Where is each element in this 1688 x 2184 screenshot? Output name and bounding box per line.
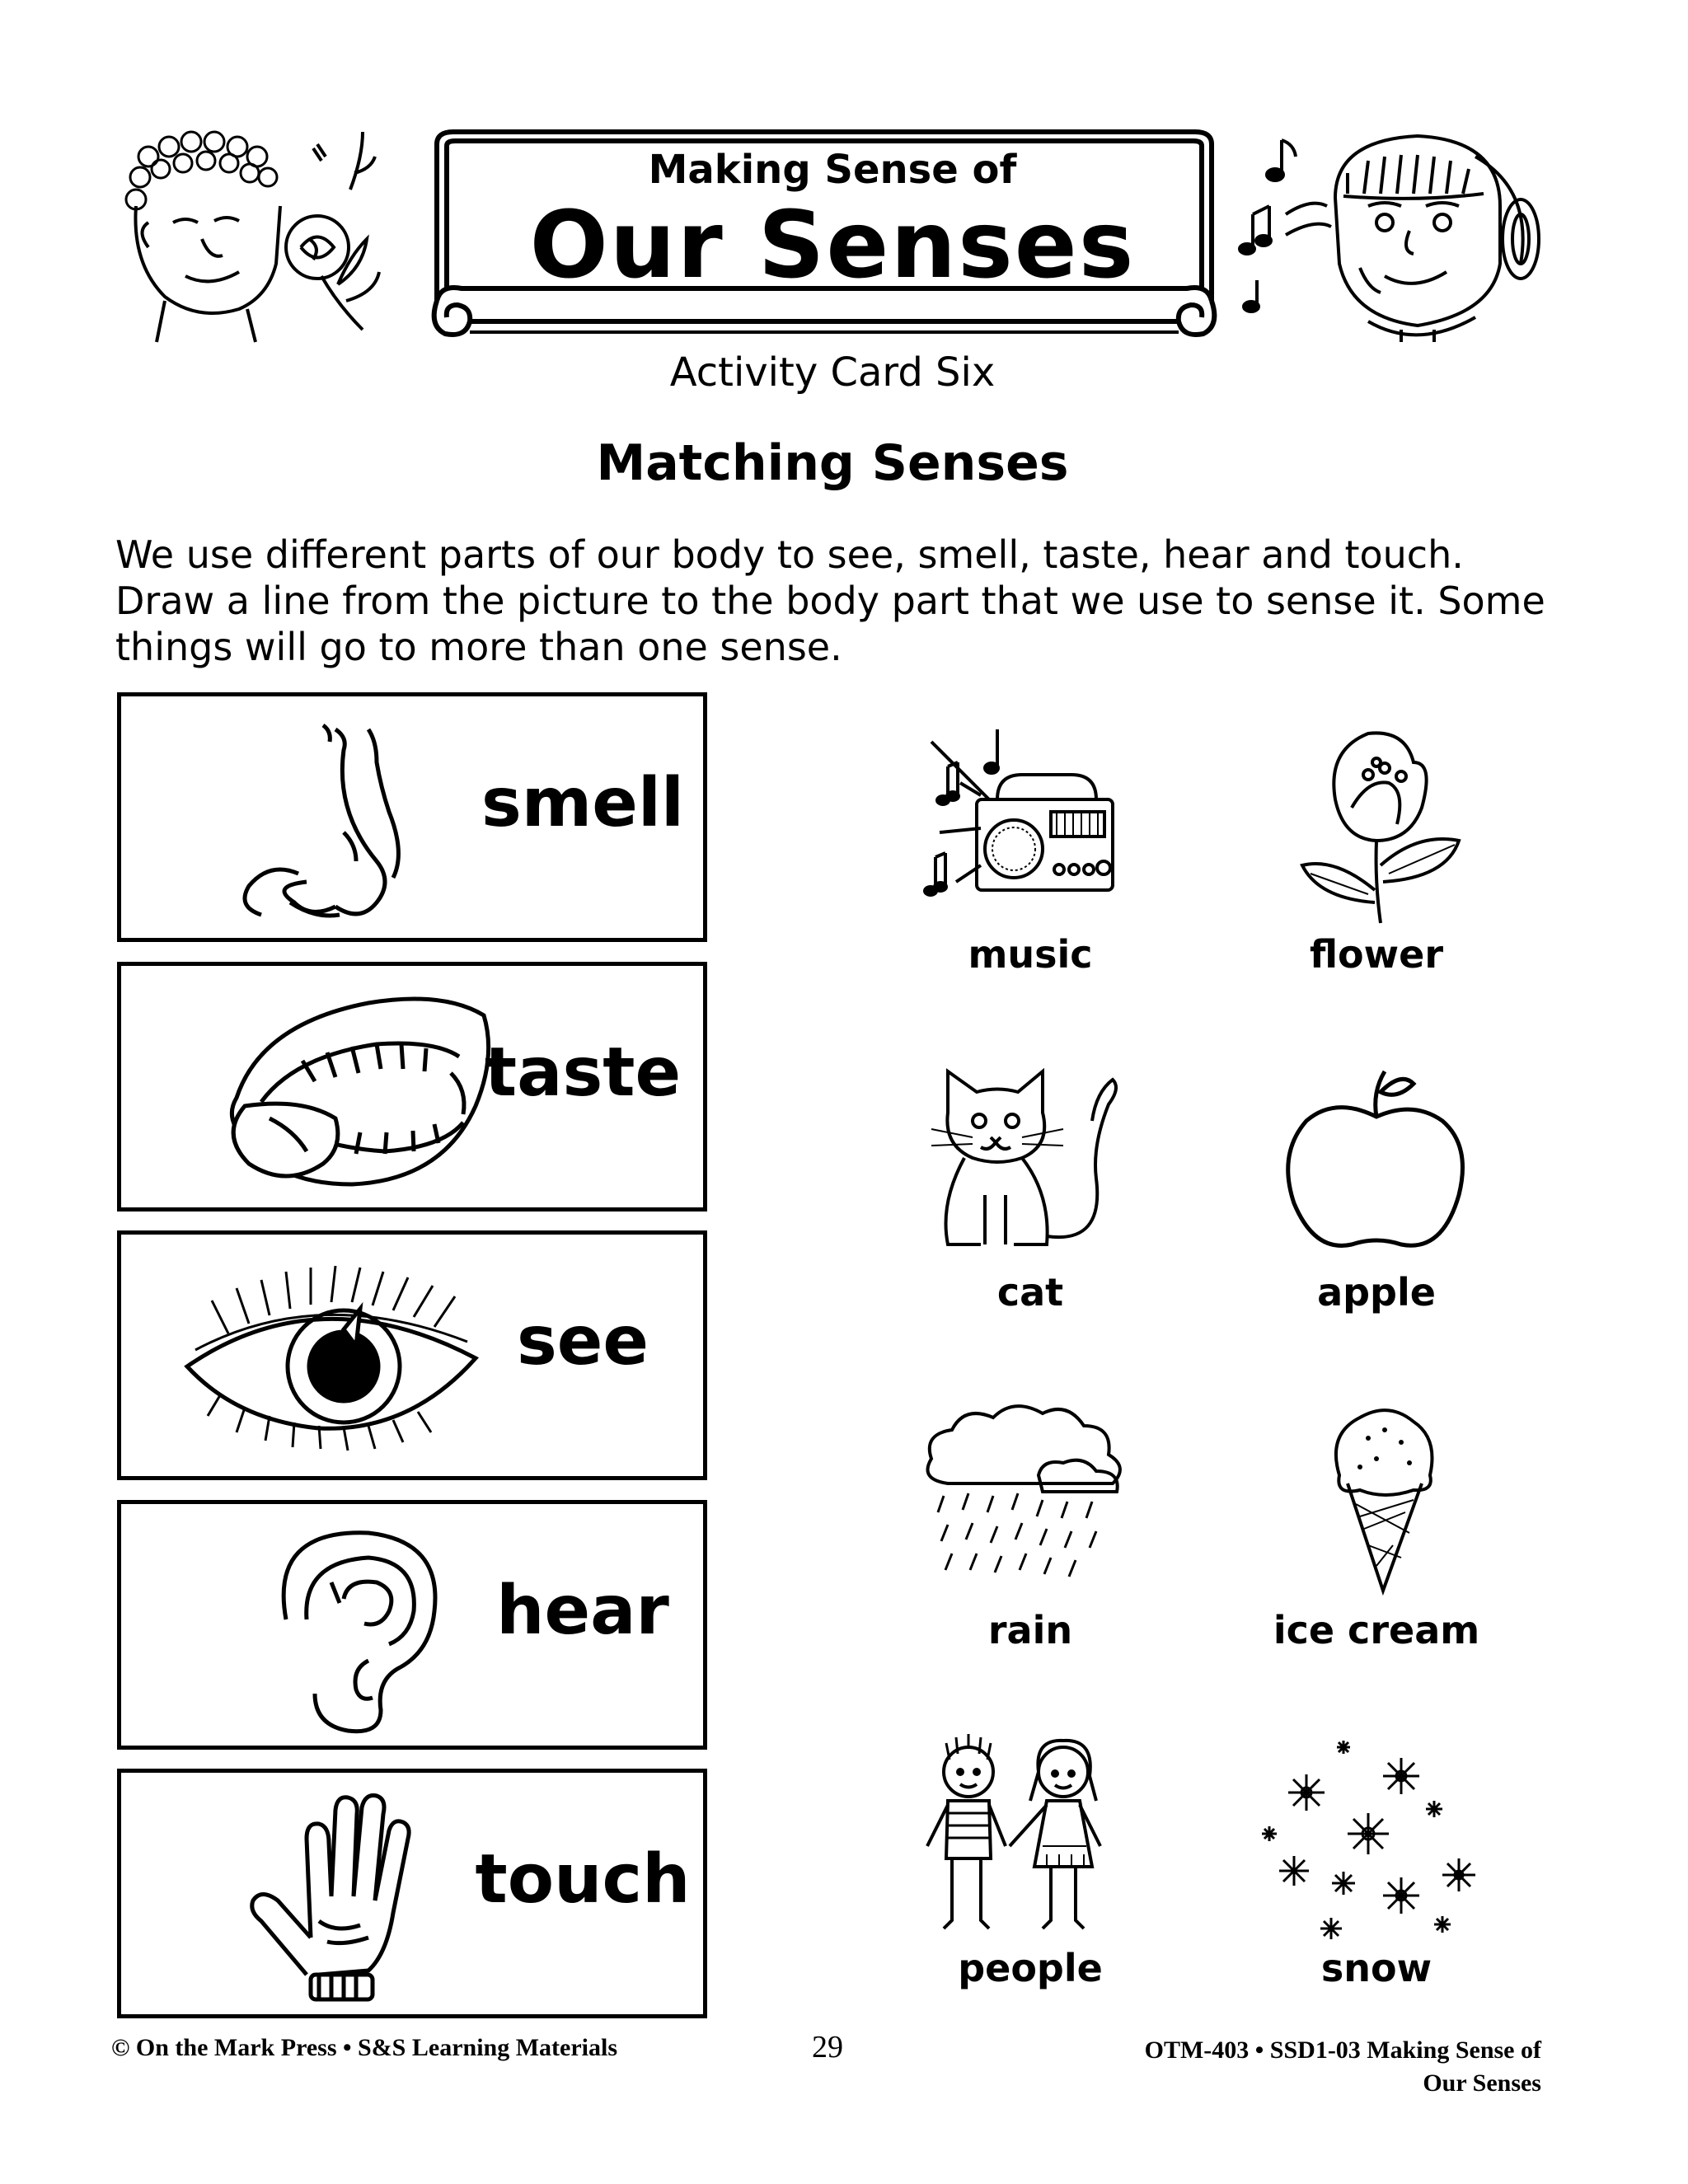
flower-icon	[1245, 717, 1508, 931]
sense-word-see: see	[516, 1302, 649, 1380]
item-label: snow	[1320, 1946, 1432, 1990]
item-flower[interactable]	[1245, 717, 1508, 977]
apple-icon	[1245, 1055, 1508, 1269]
boy-smelling-rose-icon	[115, 124, 420, 346]
sense-box-touch[interactable]	[117, 1769, 707, 2018]
instructions-line: things will go to more than one sense.	[115, 625, 842, 669]
footer-code-line: Our Senses	[1423, 2069, 1541, 2097]
nose-icon	[171, 713, 517, 919]
sense-box-see[interactable]	[117, 1230, 707, 1480]
footer-code-line: OTM-403 • SSD1-03 Making Sense of	[1144, 2036, 1541, 2064]
item-rain[interactable]	[898, 1393, 1162, 1653]
item-label: people	[958, 1946, 1103, 1990]
item-label: cat	[996, 1270, 1064, 1315]
cat-icon	[898, 1055, 1162, 1269]
item-apple[interactable]	[1245, 1055, 1508, 1315]
banner-title: Our Senses	[529, 192, 1136, 299]
item-label: apple	[1317, 1270, 1436, 1315]
rain-cloud-icon	[898, 1393, 1162, 1607]
sense-word-touch: touch	[475, 1840, 691, 1919]
item-label: rain	[987, 1608, 1073, 1652]
sense-word-hear: hear	[496, 1572, 669, 1650]
radio-icon	[898, 717, 1162, 931]
sense-box-smell[interactable]	[117, 692, 707, 942]
instructions-text	[115, 532, 1582, 670]
page-number: 29	[812, 2030, 843, 2064]
footer-product-code	[1071, 2034, 1541, 2100]
ear-icon	[171, 1521, 517, 1727]
activity-card-label: Activity Card Six	[669, 349, 996, 396]
footer-copyright: © On the Mark Press • S&S Learning Materials	[111, 2034, 617, 2061]
item-label: music	[968, 932, 1093, 977]
mouth-icon	[171, 982, 517, 1188]
instructions-line: Draw a line from the picture to the body part that we use to sense it. Some	[115, 579, 1545, 623]
ice-cream-icon	[1245, 1393, 1508, 1607]
sense-word-taste: taste	[484, 1033, 682, 1112]
item-snow[interactable]	[1245, 1731, 1508, 1991]
girl-with-headphones-illustration	[1236, 124, 1550, 346]
sense-box-hear[interactable]	[117, 1500, 707, 1750]
children-icon	[898, 1731, 1162, 1945]
item-people[interactable]	[898, 1731, 1162, 1991]
page-title: Matching Senses	[596, 434, 1069, 492]
item-label: ice cream	[1273, 1608, 1480, 1652]
banner-subtitle: Making Sense of	[648, 147, 1017, 193]
instructions-line: We use different parts of our body to see, smell, taste, hear and touch.	[115, 532, 1464, 577]
girl-headphones-icon	[1236, 124, 1550, 346]
snowflakes-icon	[1245, 1731, 1508, 1945]
eye-icon	[171, 1251, 517, 1457]
sense-word-smell: smell	[481, 764, 685, 842]
sense-box-taste[interactable]	[117, 962, 707, 1212]
item-ice-cream[interactable]	[1245, 1393, 1508, 1653]
item-music[interactable]	[898, 717, 1162, 977]
hand-icon	[171, 1789, 517, 1995]
item-cat[interactable]	[898, 1055, 1162, 1315]
item-label: flower	[1309, 932, 1444, 977]
boy-smelling-rose-illustration	[115, 124, 420, 346]
